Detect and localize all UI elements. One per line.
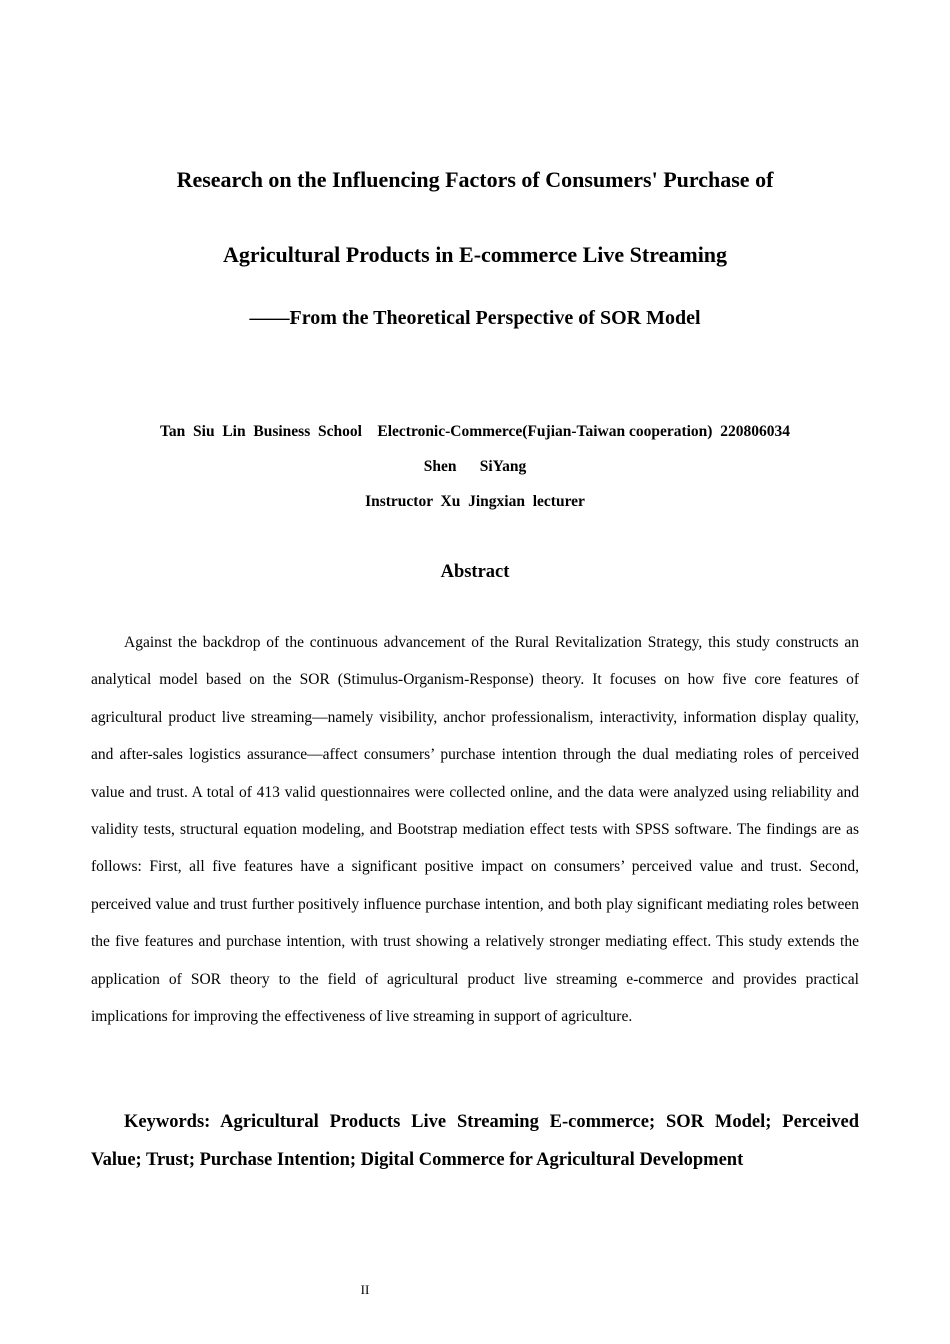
instructor-line: Instructor Xu Jingxian lecturer	[365, 493, 585, 510]
title-line-2: Agricultural Products in E-commerce Live Streaming	[222, 242, 728, 267]
abstract-body: Against the backdrop of the continuous advancement of the Rural Revitalization Strategy, this study constructs an analytical model based on the SOR (Stimulus-Organism-Response) theory. It focuses on how five core features of agricultural product live streaming—namely visibility, anchor professionalism, interactivity, information display quality, and after-sales logistics assurance—affect consumers’ purchase intention through the dual mediating roles of perceived value and trust. A total of 413 valid questionnaires were collected online, and the data were analyzed using reliability and validity tests, structural equation modeling, and Bootstrap mediation effect tests with SPSS software. The findings are as follows: First, all five features have a significant positive impact on consumers’ perceived value and trust. Second, perceived value and trust further positively influence purchase intention, and both play significant mediating roles between the five features and purchase intention, with trust showing a relatively stronger mediating effect. This study extends the application of SOR theory to the field of agricultural product live streaming e-commerce and provides practical implications for improving the effectiveness of live streaming in support of agriculture.	[91, 634, 859, 1026]
keywords-paragraph: Keywords: Agricultural Products Live Streaming E-commerce; SOR Model; Perceived Value; Trust; Purchase Intention; Digital Commerce for Agricultural Development	[91, 1112, 859, 1170]
subtitle: ——From the Theoretical Perspective of SOR Model	[249, 307, 701, 329]
abstract-heading: Abstract	[440, 562, 510, 582]
page-number: II	[360, 1282, 370, 1297]
title-line-1: Research on the Influencing Factors of Consumers' Purchase of	[176, 167, 774, 192]
author-affiliation-line: Tan Siu Lin Business School Electronic-Commerce(Fujian-Taiwan cooperation) 220806034	[160, 423, 790, 440]
author-name-line: Shen SiYang	[423, 458, 527, 475]
